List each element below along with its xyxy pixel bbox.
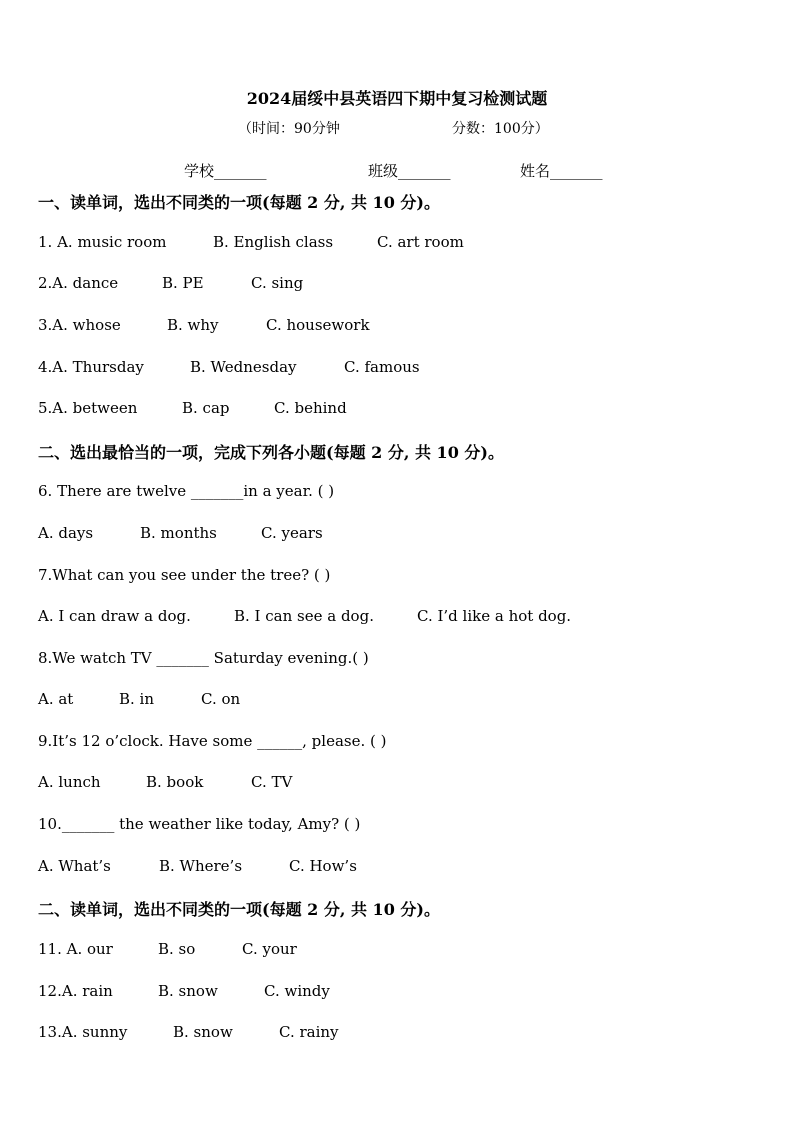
question-5-option-b: B. cap xyxy=(182,399,230,417)
question-3-option-a: 3.A. whose xyxy=(38,316,121,334)
section-heading-1: 一、读单词，选出不同类的一项(每题 2 分, 共 10 分)。 xyxy=(38,193,440,212)
question-2-option-b: B. PE xyxy=(162,274,204,292)
question-10-option-b: B. Where’s xyxy=(159,857,243,875)
question-8-option-c: C. on xyxy=(201,690,241,708)
question-9-option-c: C. TV xyxy=(251,773,293,791)
question-10-option-a: A. What’s xyxy=(38,857,111,875)
question-5-option-a: 5.A. between xyxy=(38,399,138,417)
question-12-option-b: B. snow xyxy=(158,982,218,1000)
question-2-option-c: C. sing xyxy=(251,274,304,292)
question-1-option-c: C. art room xyxy=(377,233,464,251)
question-4-option-b: B. Wednesday xyxy=(190,358,297,376)
question-7-option-b: B. I can see a dog. xyxy=(234,607,374,625)
class-field: 班级_______ xyxy=(368,162,451,180)
question-8-option-b: B. in xyxy=(119,690,155,708)
question-4-option-c: C. famous xyxy=(344,358,420,376)
question-10-option-c: C. How’s xyxy=(289,857,357,875)
exam-score: 分数：100分） xyxy=(452,121,549,137)
question-10-stem: 10._______ the weather like today, Amy? ( ) xyxy=(38,815,361,833)
question-9-stem: 9.It’s 12 o’clock. Have some ______, please. ( ) xyxy=(38,732,387,750)
question-6-option-a: A. days xyxy=(38,524,94,542)
question-5-option-c: C. behind xyxy=(274,399,347,417)
question-13-option-b: B. snow xyxy=(173,1023,233,1041)
question-3-option-c: C. housework xyxy=(266,316,370,334)
question-12-option-a: 12.A. rain xyxy=(38,982,113,1000)
exam-time: （时间：90分钟 xyxy=(238,121,340,137)
question-11-option-c: C. your xyxy=(242,940,297,958)
question-2-option-a: 2.A. dance xyxy=(38,274,119,292)
section-heading-3: 二、读单词，选出不同类的一项(每题 2 分, 共 10 分)。 xyxy=(38,900,440,919)
page-title: 2024届绥中县英语四下期中复习检测试题 xyxy=(246,89,548,108)
question-7-stem: 7.What can you see under the tree? ( ) xyxy=(38,566,331,584)
question-4-option-a: 4.A. Thursday xyxy=(38,358,144,376)
question-6-option-c: C. years xyxy=(261,524,323,542)
question-8-option-a: A. at xyxy=(38,690,74,708)
question-6-option-b: B. months xyxy=(140,524,217,542)
question-3-option-b: B. why xyxy=(167,316,219,334)
question-1-option-a: 1. A. music room xyxy=(38,233,167,251)
question-7-option-c: C. I’d like a hot dog. xyxy=(417,607,572,625)
question-13-option-c: C. rainy xyxy=(279,1023,339,1041)
question-1-option-b: B. English class xyxy=(213,233,334,251)
question-9-option-a: A. lunch xyxy=(38,773,101,791)
question-7-option-a: A. I can draw a dog. xyxy=(38,607,191,625)
question-12-option-c: C. windy xyxy=(264,982,330,1000)
question-11-option-a: 11. A. our xyxy=(38,940,113,958)
question-9-option-b: B. book xyxy=(146,773,204,791)
name-field: 姓名_______ xyxy=(520,162,603,180)
school-field: 学校_______ xyxy=(184,162,267,180)
section-heading-2: 二、选出最恰当的一项，完成下列各小题(每题 2 分, 共 10 分)。 xyxy=(38,443,504,462)
question-11-option-b: B. so xyxy=(158,940,196,958)
question-13-option-a: 13.A. sunny xyxy=(38,1023,128,1041)
question-8-stem: 8.We watch TV _______ Saturday evening.( ) xyxy=(38,649,369,667)
question-6-stem: 6. There are twelve _______in a year. ( ) xyxy=(38,482,335,500)
